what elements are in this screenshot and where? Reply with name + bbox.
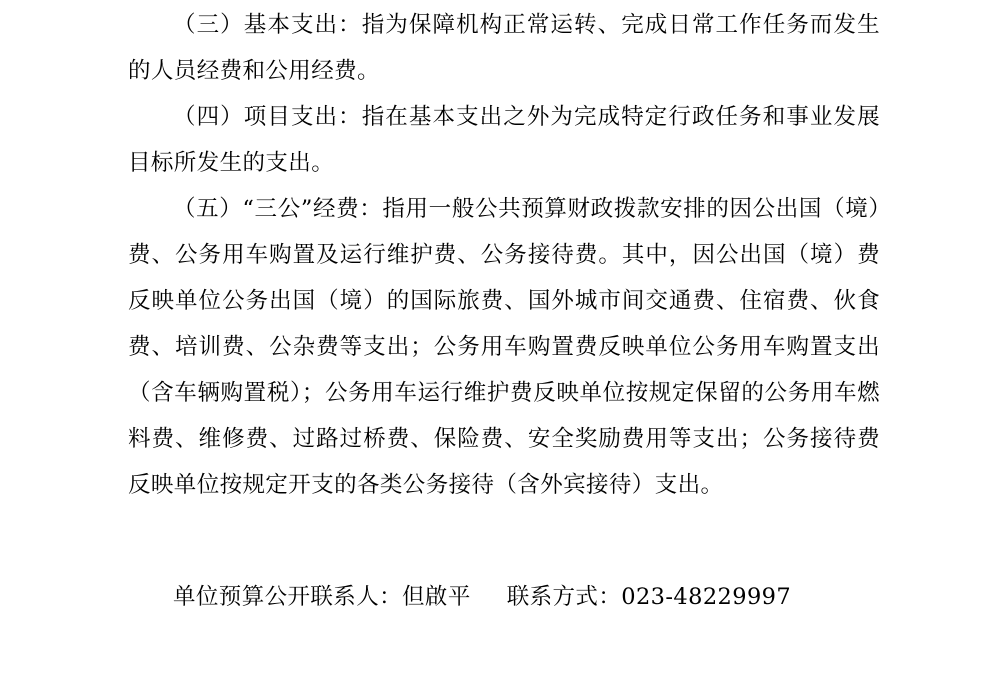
paragraph-project-expenditure: （四）项目支出：指在基本支出之外为完成特定行政任务和事业发展目标所发生的支出。 xyxy=(128,104,880,176)
contact-phone-label: 联系方式： xyxy=(506,584,622,610)
contact-person-label: 单位预算公开联系人： xyxy=(173,584,403,610)
paragraph-three-public-funds: （五）“三公”经费：指用一般公共预算财政拨款安排的因公出国（境）费、公务用车购置及运行维护费、公务接待费。其中，因公出国（境）费反映单位公务出国（境）的国际旅费、国外城市间交通费、住宿费、伙食费、培训费、公杂费等支出；公务用车购置费反映单位公务用车购置支出（含车辆购置税）；公务用车运行维护费反映单位按规定保留的公务用车燃料费、维修费、过路过桥费、保险费、安全奖励费用等支出；公务接待费反映单位按规定开支的各类公务接待（含外宾接待）支出。 xyxy=(128,196,880,498)
contact-phone-value: 023-48229997 xyxy=(621,584,792,610)
document-body xyxy=(128,0,880,620)
contact-line xyxy=(128,574,880,620)
paragraph-basic-expenditure: （三）基本支出：指为保障机构正常运转、完成日常工作任务而发生的人员经费和公用经费。 xyxy=(128,12,880,84)
contact-person-name: 但啟平 xyxy=(402,584,471,610)
